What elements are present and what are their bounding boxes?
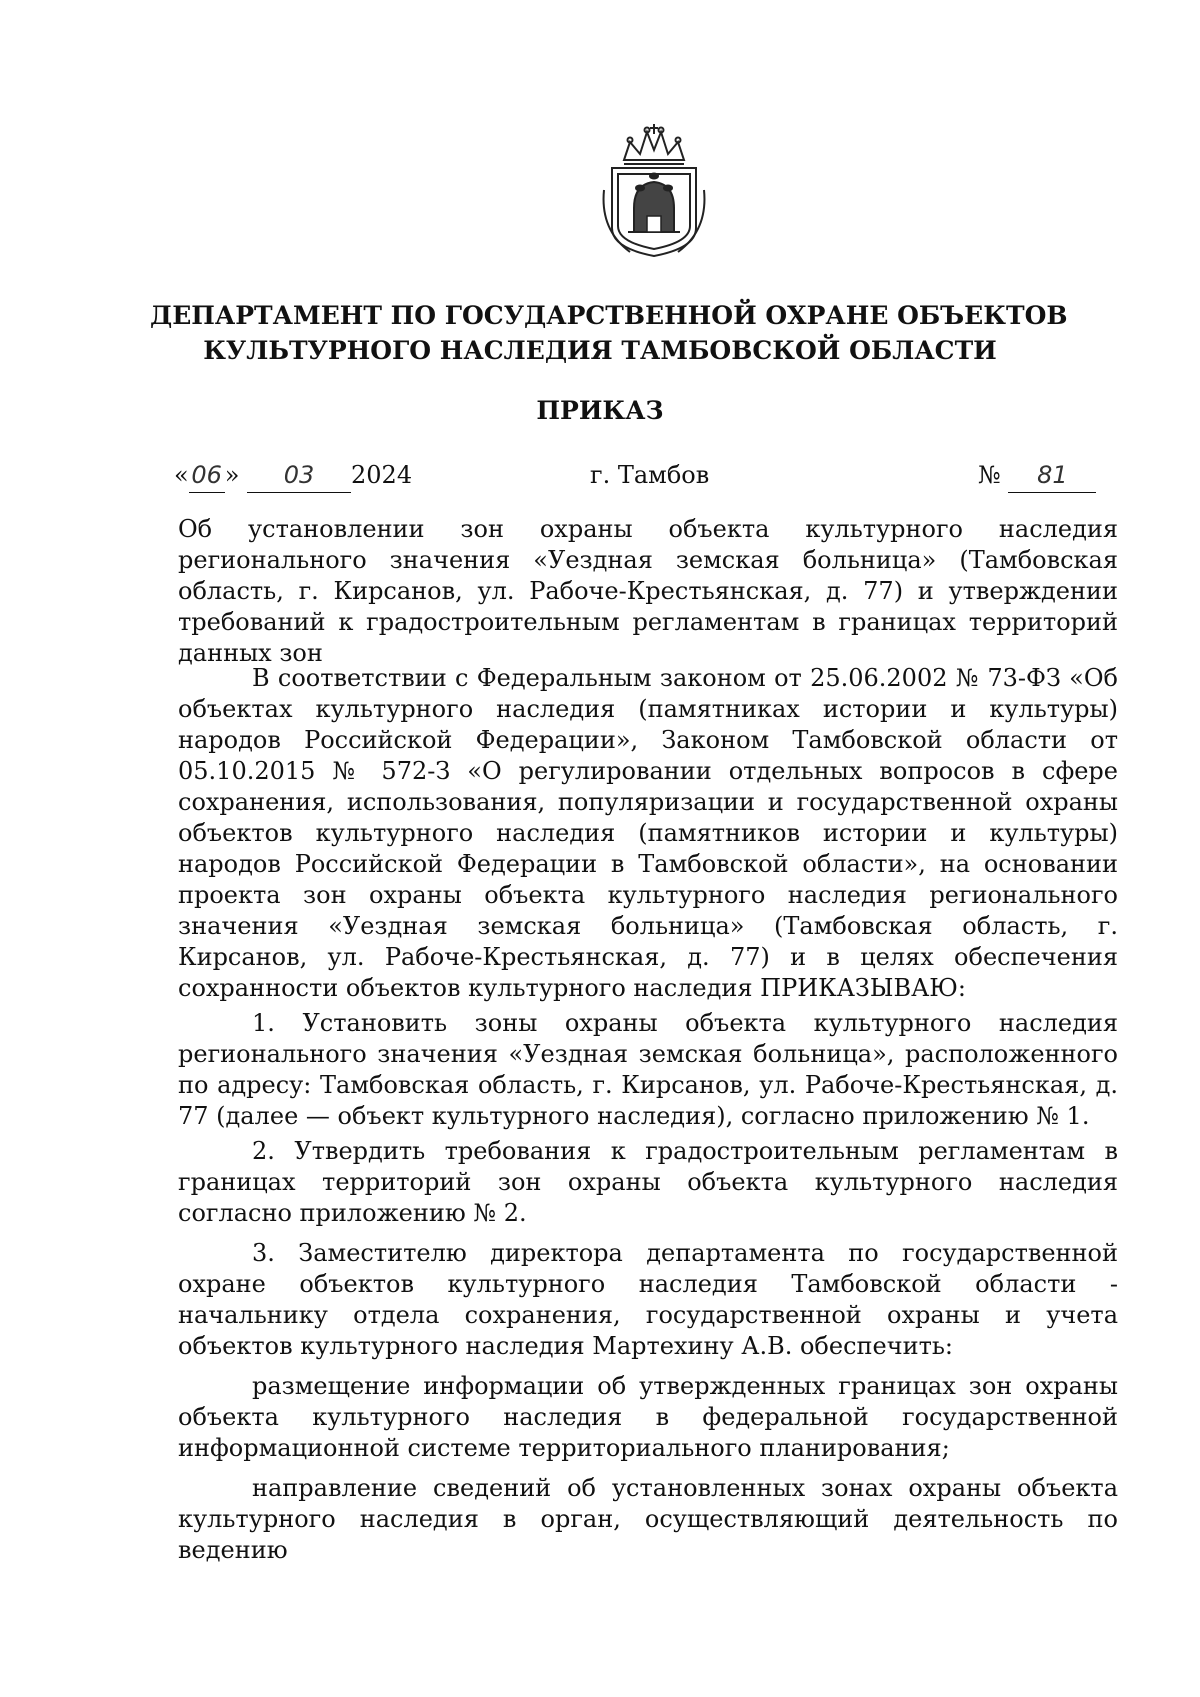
date-year: 2024: [351, 461, 413, 489]
number-sign: №: [978, 461, 1001, 489]
date-day: 06: [189, 458, 225, 493]
date-open-quote: «: [174, 461, 189, 489]
organization-name-line2: КУЛЬТУРНОГО НАСЛЕДИЯ ТАМБОВСКОЙ ОБЛАСТИ: [203, 336, 997, 365]
order-item-3-subitem-b: направление сведений об установленных зонах охраны объекта культурного наследия в орган, осуществляющий деятельность по ведению: [178, 1474, 1118, 1564]
organization-name: [150, 298, 1068, 368]
order-number: [978, 458, 1096, 492]
order-body: [178, 663, 1118, 1575]
order-date: [174, 458, 412, 492]
order-item-2: 2. Утвердить требования к градостроительным регламентам в границах территорий зон охраны объекта культурного наследия согласно приложению № 2.: [178, 1137, 1118, 1227]
date-month: 03: [247, 458, 351, 493]
number-value: 81: [1008, 458, 1096, 493]
organization-name-line1: ДЕПАРТАМЕНТ ПО ГОСУДАРСТВЕННОЙ ОХРАНЕ ОБЪЕКТОВ: [150, 301, 1068, 330]
order-item-3: 3. Заместителю директора департамента по государственной охране объектов культурного наследия Тамбовской области - начальнику отдела сохранения, государственной охраны и учета объектов культурного наследия Мартехину А.В. обеспечить:: [178, 1239, 1118, 1360]
preamble-paragraph: В соответствии с Федеральным законом от 25.06.2002 № 73-ФЗ «Об объектах культурного наследия (памятниках истории и культуры) народов Российской Федерации», Законом Тамбовской области от 05.10.2015 № 572-З «О регулировании отдельных вопросов в сфере сохранения, использования, популяризации и государственной охраны объектов культурного наследия (памятников истории и культуры) народов Российской Федерации в Тамбовской области», на основании проекта зон охраны объекта культурного наследия регионального значения «Уездная земская больница» (Тамбовская область, г. Кирсанов, ул. Рабоче-Крестьянская, д. 77) и в целях обеспечения сохранности объектов культурного наследия ПРИКАЗЫВАЮ:: [178, 664, 1118, 1002]
order-item-3-subitem-a: размещение информации об утвержденных границах зон охраны объекта культурного наследия в федеральной государственной информационной системе территориального планирования;: [178, 1372, 1118, 1462]
tambov-coat-of-arms-icon: [590, 120, 718, 260]
document-type: ПРИКАЗ: [536, 396, 664, 425]
order-item-1: 1. Установить зоны охраны объекта культурного наследия регионального значения «Уездная земская больница», расположенного по адресу: Тамбовская область, г. Кирсанов, ул. Рабоче-Крестьянская, д. 77 (далее — объект культурного наследия), согласно приложению № 1.: [178, 1009, 1118, 1130]
date-close-quote: »: [224, 461, 240, 489]
city: г. Тамбов: [590, 461, 710, 489]
order-subject: Об установлении зон охраны объекта культурного наследия регионального значения «Уездная земская больница» (Тамбовская область, г. Кирсанов, ул. Рабоче-Крестьянская, д. 77) и утверждении требований к градостроительным регламентам в границах территорий данных зон: [178, 515, 1118, 667]
